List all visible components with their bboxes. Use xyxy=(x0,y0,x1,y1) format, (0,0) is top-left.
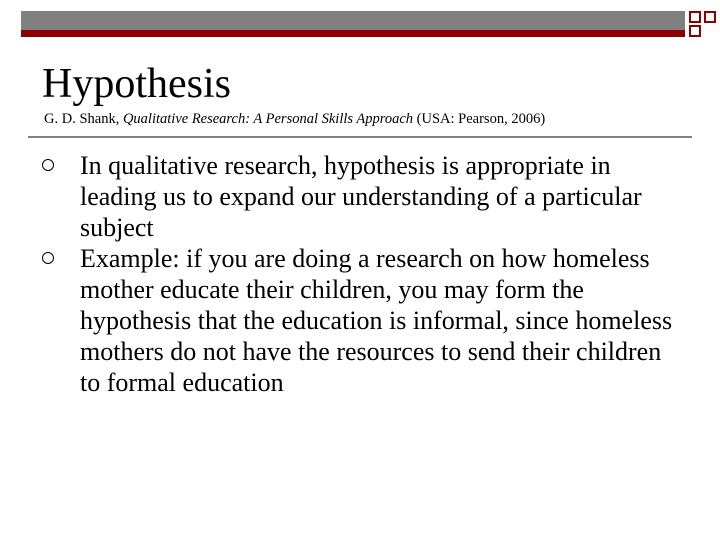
bullet-text: Example: if you are doing a research on how homeless mother educate their children, you may form the hypothesis that the education is informal, since homeless mothers do not have the resources to send their children to formal education xyxy=(80,244,673,397)
citation-author: G. D. Shank, xyxy=(44,111,123,127)
corner-square-icon xyxy=(689,11,701,23)
corner-square-icon xyxy=(689,25,701,37)
citation xyxy=(44,110,545,128)
bullet-list xyxy=(42,150,682,398)
hollow-circle-bullet-icon xyxy=(42,252,54,264)
bullet-item xyxy=(42,243,682,398)
citation-book-title: Qualitative Research: A Personal Skills Approach xyxy=(122,111,414,127)
bullet-item xyxy=(42,150,682,243)
hollow-circle-bullet-icon xyxy=(42,159,54,171)
title-divider xyxy=(28,136,692,138)
corner-square-icon xyxy=(704,11,716,23)
header-decoration-bar xyxy=(21,11,685,37)
bullet-text: In qualitative research, hypothesis is appropriate in leading us to expand our understanding of a particular subject xyxy=(80,151,642,242)
slide-title: Hypothesis xyxy=(42,61,231,107)
citation-publisher: (USA: Pearson, 2006) xyxy=(413,111,546,127)
